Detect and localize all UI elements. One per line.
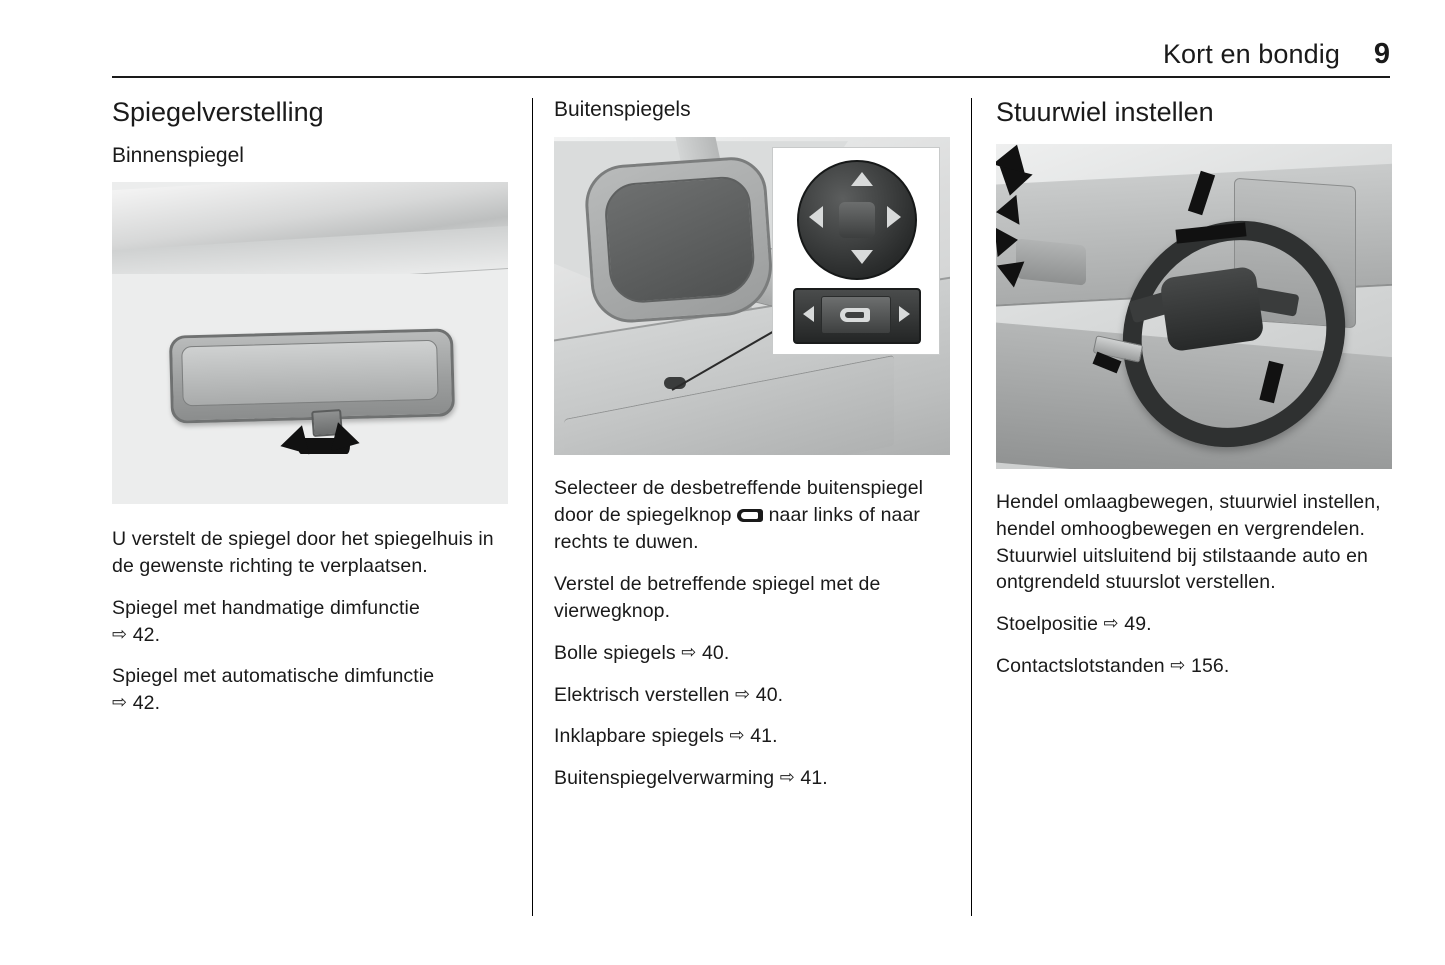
link-electric-adjustment	[554, 682, 952, 709]
paragraph-manual-dimming	[112, 595, 512, 649]
reference-arrow-icon: ⇨	[681, 641, 697, 663]
reference-arrow-icon: ⇨	[779, 767, 795, 789]
manual-dimming-page-ref: 42.	[132, 623, 161, 646]
link-page-ref: 41.	[750, 725, 778, 748]
page-number: 9	[1373, 38, 1390, 70]
rearview-mirror-body	[169, 328, 455, 423]
select-mirror-text-before: Selecteer de desbetreffende buitenspiegel door de spiegelknop	[554, 477, 924, 526]
column-right	[996, 98, 1392, 680]
dial-left-arrow-icon	[809, 206, 823, 228]
section-title-mirror-adjustment: Spiegelverstelling	[112, 97, 324, 127]
mirror-controls-inset-panel	[772, 147, 940, 355]
mirror-symbol-icon	[840, 308, 870, 322]
link-label: Contactslotstanden	[996, 655, 1165, 678]
auto-dimming-page-ref: 42.	[132, 692, 161, 715]
paragraph-four-way-knob: Verstel de betreffende spiegel met de vierwegknop.	[554, 572, 881, 622]
arrow-left-icon	[996, 195, 1020, 227]
link-label: Elektrisch verstellen	[554, 683, 730, 706]
manual-dimming-label: Spiegel met handmatige dimfunctie	[112, 596, 420, 619]
switch-rocker	[821, 296, 891, 334]
link-mirror-heating	[554, 765, 952, 792]
reference-arrow-icon: ⇨	[112, 692, 128, 714]
page-title: Kort en bondig	[1162, 39, 1340, 69]
section-title-exterior-mirrors: Buitenspiegels	[554, 98, 691, 121]
dial-up-arrow-icon	[851, 172, 873, 186]
switch-left-arrow-icon	[803, 306, 814, 322]
steering-wheel-hub	[1159, 265, 1264, 352]
column-middle	[554, 98, 952, 792]
dial-down-arrow-icon	[851, 250, 873, 264]
column-left	[112, 98, 512, 717]
link-label: Buitenspiegelverwarming	[554, 767, 775, 790]
arrow-right-icon	[996, 225, 1020, 257]
reference-arrow-icon: ⇨	[112, 623, 128, 645]
link-page-ref: 41.	[800, 767, 828, 790]
column-divider-right	[971, 98, 972, 916]
exterior-mirror-figure	[554, 137, 950, 455]
paragraph-select-mirror	[554, 475, 952, 556]
link-page-ref: 49.	[1124, 613, 1152, 636]
reference-arrow-icon: ⇨	[1103, 613, 1119, 635]
reference-arrow-icon: ⇨	[1170, 655, 1186, 677]
mirror-knob-icon	[737, 507, 763, 523]
link-ignition-positions	[996, 653, 1392, 680]
paragraph-mirror-adjust: U verstelt de spiegel door het spiegelhuis in de gewenste richting te verplaatsen.	[112, 527, 494, 577]
reference-arrow-icon: ⇨	[729, 725, 745, 747]
dial-center-pad	[839, 202, 875, 238]
mirror-select-switch	[793, 288, 921, 344]
air-vent	[1016, 238, 1086, 285]
section-title-steering-wheel: Stuurwiel instellen	[996, 97, 1214, 127]
link-label: Bolle spiegels	[554, 641, 676, 664]
header-divider-rule	[112, 76, 1390, 78]
interior-mirror-figure	[112, 182, 508, 504]
reference-arrow-icon: ⇨	[735, 683, 751, 705]
page-header	[112, 38, 1390, 71]
rearview-mirror-glass	[181, 340, 438, 407]
link-page-ref: 156.	[1191, 655, 1230, 678]
link-label: Stoelpositie	[996, 613, 1099, 636]
link-page-ref: 40.	[755, 683, 784, 706]
dial-right-arrow-icon	[887, 206, 901, 228]
link-label: Inklapbare spiegels	[554, 725, 724, 748]
exterior-mirror-housing	[583, 155, 776, 325]
column-divider-left	[532, 98, 533, 916]
steering-wheel-figure	[996, 144, 1392, 469]
switch-right-arrow-icon	[899, 306, 910, 322]
auto-dimming-label: Spiegel met automatische dimfunctie	[112, 665, 435, 688]
paragraph-auto-dimming	[112, 663, 512, 717]
subsection-title-interior-mirror: Binnenspiegel	[112, 143, 244, 167]
link-page-ref: 40.	[701, 641, 730, 664]
select-mirror-text-after: naar links of naar rechts te duwen.	[554, 504, 920, 553]
link-seat-position	[996, 611, 1392, 638]
four-way-control-dial	[797, 160, 917, 280]
paragraph-steering-wheel-adjust: Hendel omlaagbewegen, stuurwiel instellen, hendel omhoogbewegen en vergrendelen. Stuurwiel uitsluitend bij stilstaande auto en ontgrendeld stuurslot verstellen.	[996, 490, 1381, 594]
link-convex-mirrors	[554, 640, 952, 667]
exterior-mirror-glass	[603, 175, 757, 305]
link-folding-mirrors	[554, 723, 952, 750]
